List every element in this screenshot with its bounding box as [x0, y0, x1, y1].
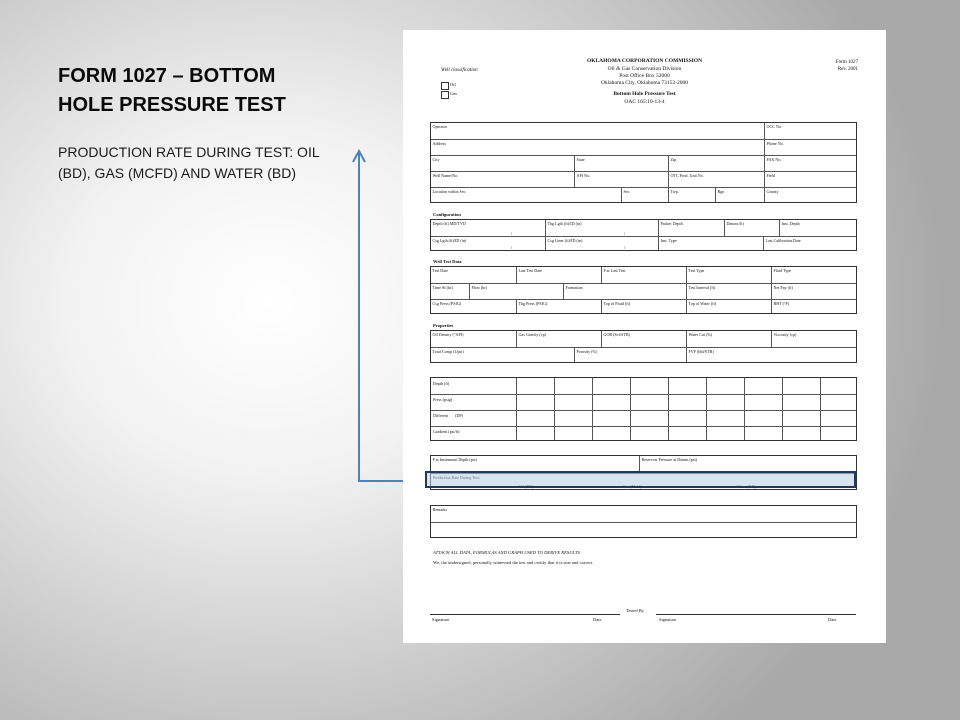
- location-field[interactable]: Location within Sec.: [432, 189, 467, 194]
- net-pay-field[interactable]: Net Pay (ft): [771, 284, 856, 300]
- zip-field[interactable]: Zip: [668, 156, 764, 172]
- gradient-grid-table: [430, 377, 857, 441]
- signature-label: Signature: [659, 617, 677, 622]
- slash-separator: /: [624, 231, 626, 236]
- datum-field[interactable]: Datum (ft): [724, 220, 779, 236]
- remarks-table: [430, 505, 857, 538]
- properties-table: [430, 330, 857, 363]
- csg-press-field[interactable]: Csg Press (PSIG): [432, 301, 462, 306]
- county-field[interactable]: County: [764, 188, 856, 202]
- inst-type-field[interactable]: Inst. Type: [658, 237, 763, 250]
- date-label: Date: [593, 617, 602, 622]
- reservoir-pressure-field[interactable]: Reservoir Pressure at Datum (psi): [639, 456, 856, 473]
- p-at-last-test-field[interactable]: P at Last Test: [601, 267, 686, 283]
- state-field[interactable]: State: [574, 156, 668, 172]
- well-test-table: [430, 266, 857, 314]
- csg-length-field[interactable]: Csg Lgth (ft)/ID (in): [432, 238, 467, 243]
- top-of-water-field[interactable]: Top of Water (ft): [686, 300, 771, 313]
- signature-label: Signature: [432, 617, 450, 622]
- water-cut-field[interactable]: Water Cut (%): [686, 331, 771, 347]
- fvf-field[interactable]: FVF (bbl/STB): [686, 348, 856, 362]
- tbg-length-field[interactable]: Tbg Lgth (ft)/ID (in): [545, 220, 658, 236]
- agency-name: OKLAHOMA CORPORATION COMMISSION: [586, 58, 703, 64]
- test-date-field[interactable]: Test Date: [432, 268, 449, 273]
- packer-depth-field[interactable]: Packer Depth: [658, 220, 724, 236]
- well-test-heading: Well Test Data: [433, 259, 462, 264]
- slash-separator: /: [511, 245, 513, 250]
- attach-notice: ATTACH ALL DATA, FORMULAS AND GRAPH USED TO DERIVE RESULTS.: [433, 550, 581, 555]
- tested-by-label: Tested By: [626, 608, 645, 613]
- gas-checkbox-label: Gas: [450, 91, 457, 96]
- depth-md-tvd-field[interactable]: Depth (ft) MD/TVD: [432, 221, 466, 226]
- remarks-field[interactable]: Remarks: [432, 507, 448, 512]
- rge-field[interactable]: Rge.: [715, 188, 764, 202]
- tbg-press-field[interactable]: Tbg Press (PSIG): [516, 300, 601, 313]
- configuration-heading: Configuration: [433, 212, 461, 217]
- last-test-date-field[interactable]: Last Test Date: [516, 267, 601, 283]
- phone-field[interactable]: Phone No.: [764, 140, 856, 156]
- slide-subtitle: PRODUCTION RATE DURING TEST: OIL (BD), GAS (MCFD) AND WATER (BD): [58, 144, 320, 181]
- test-interval-field[interactable]: Test Interval (ft): [686, 284, 771, 300]
- grid-label-depth: Depth (ft): [433, 381, 450, 386]
- operator-info-table: [430, 122, 857, 203]
- form-number: Form 1027: [835, 60, 858, 65]
- gor-field[interactable]: GOR (Scf/STB): [601, 331, 686, 347]
- gas-checkbox[interactable]: [441, 91, 449, 99]
- sec-field[interactable]: Sec.: [621, 188, 668, 202]
- last-calibration-field[interactable]: Last Calibration Date: [763, 237, 856, 250]
- division-name: Oil & Gas Conservation Division: [607, 66, 682, 72]
- city-address: Oklahoma City, Oklahoma 73152-2000: [600, 80, 689, 86]
- well-name-field[interactable]: Well Name/No.: [432, 173, 459, 178]
- inst-depth-field[interactable]: Inst. Depth: [779, 220, 856, 236]
- form-page: [403, 30, 886, 643]
- certify-statement: We, the undersigned, personally witnessed the test and certify that it is true and correct.: [433, 560, 594, 565]
- slash-separator: /: [511, 231, 513, 236]
- po-box: Post Office Box 52000: [619, 73, 670, 79]
- csg-liner-field[interactable]: Csg Liner (ft)/ID (in): [545, 237, 658, 250]
- signature-line-2[interactable]: [656, 614, 856, 615]
- oil-checkbox-label: Oil: [450, 82, 456, 87]
- flow-field[interactable]: Flow (hr): [469, 284, 563, 300]
- fluid-type-field[interactable]: Fluid Type: [771, 267, 856, 283]
- field-name-field[interactable]: Field: [764, 172, 856, 188]
- slash-separator: /: [624, 245, 626, 250]
- grid-label-gradient: Gradient (psi/ft): [433, 429, 460, 434]
- operator-field[interactable]: Operator: [432, 124, 448, 129]
- address-field[interactable]: Address: [432, 141, 446, 146]
- test-type-field[interactable]: Test Type: [686, 267, 771, 283]
- oil-checkbox[interactable]: [441, 82, 449, 90]
- top-of-fluid-field[interactable]: Top of Fluid (ft): [601, 300, 686, 313]
- oil-density-field[interactable]: Oil Density (°API): [432, 332, 464, 337]
- production-rate-highlight: [425, 471, 856, 488]
- p-instrument-depth-field[interactable]: P at Instrument Depth (psi): [432, 457, 477, 462]
- formation-field[interactable]: Formation: [563, 284, 686, 300]
- porosity-field[interactable]: Porosity (%): [574, 348, 686, 362]
- gas-gravity-field[interactable]: Gas Gravity (cp): [516, 331, 601, 347]
- grid-label-different: Different (DP): [433, 413, 464, 418]
- properties-heading: Properties: [433, 323, 454, 328]
- date-label: Date: [828, 617, 837, 622]
- api-no-field[interactable]: API No.: [574, 172, 668, 188]
- occ-no-field[interactable]: OCC No.: [764, 123, 856, 139]
- slide-title: FORM 1027 – BOTTOM HOLE PRESSURE TEST: [58, 65, 286, 116]
- bht-field[interactable]: BHT (°F): [771, 300, 856, 313]
- signature-line-1[interactable]: [430, 614, 620, 615]
- time-si-field[interactable]: Time SI (hr): [432, 285, 453, 290]
- configuration-table: [430, 219, 857, 251]
- twp-field[interactable]: Twp.: [668, 188, 715, 202]
- otc-unit-field[interactable]: OTC Prod. Unit No.: [668, 172, 764, 188]
- grid-label-press: Press (psig): [433, 397, 453, 402]
- city-field[interactable]: City: [432, 157, 440, 162]
- well-classification-label: Well classification: [441, 68, 478, 73]
- form-title: Bottom Hole Pressure Test: [613, 91, 676, 97]
- total-comp-field[interactable]: Total Comp (1/psi): [432, 349, 464, 354]
- form-rule: OAC 165:10-13-4: [624, 99, 665, 105]
- form-revision: Rev. 2001: [837, 67, 858, 72]
- viscosity-field[interactable]: Viscosity (cp): [771, 331, 856, 347]
- fax-field[interactable]: FAX No.: [764, 156, 856, 172]
